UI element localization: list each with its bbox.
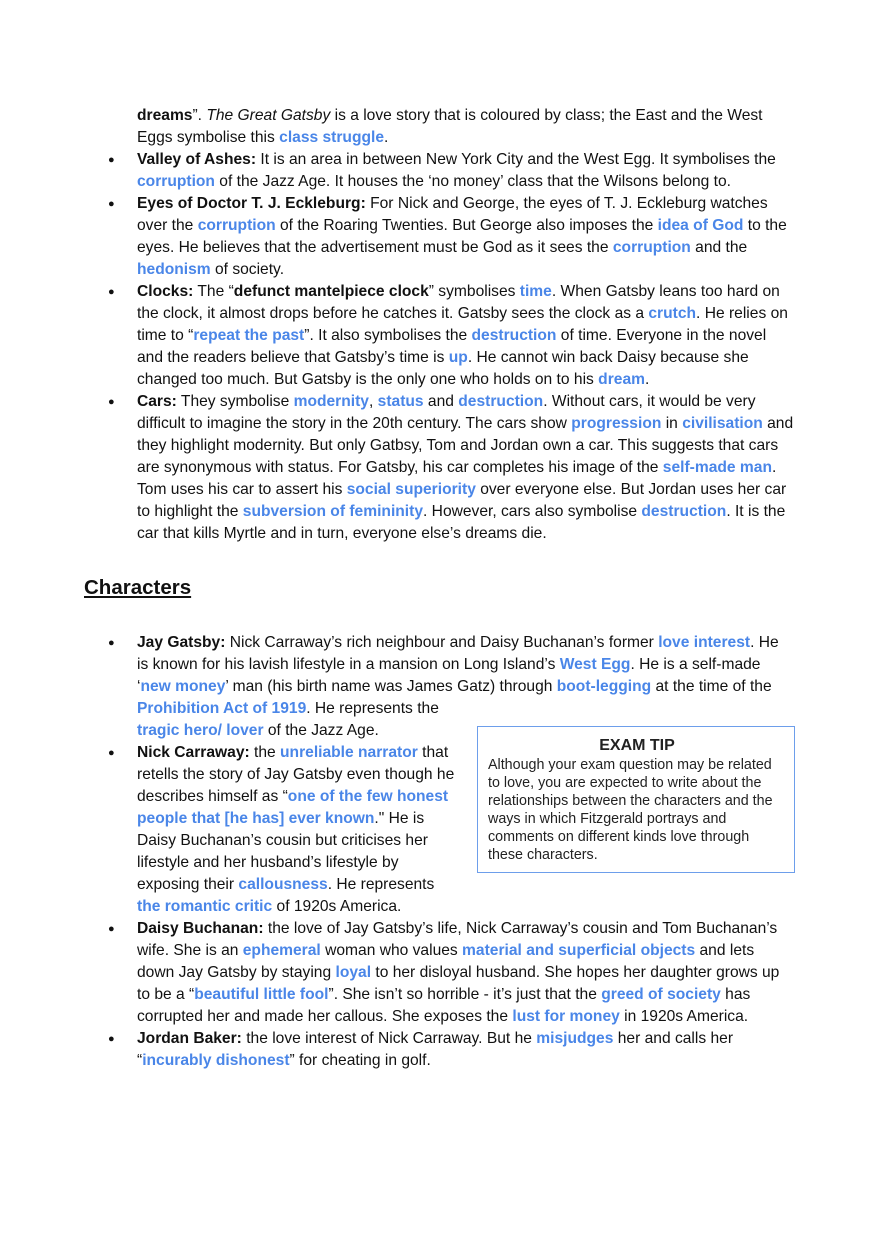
text: . Without cars, it would be very difficult to imagine the story in the 20th century. The cars show (137, 393, 756, 432)
key-term: destruction (471, 327, 557, 344)
key-term: West Egg (559, 656, 631, 673)
text: that retells the story of Jay Gatsby even though he describes himself as “ (137, 744, 455, 805)
key-term: progression (571, 415, 662, 432)
text: . (644, 371, 650, 388)
text: . (384, 129, 389, 146)
key-term: repeat the past (193, 327, 305, 344)
text: It is an area in between New York City and the West Egg. It symbolises the (256, 151, 776, 168)
symbol-list-item (137, 193, 795, 281)
key-term: crutch (648, 305, 697, 322)
text: . He represents (327, 876, 435, 893)
text: ” symbolises (428, 283, 520, 300)
text: . He represents the (306, 700, 439, 717)
text: of the Jazz Age. It houses the ‘no money’ class that the Wilsons belong to. (214, 173, 732, 190)
key-term: misjudges (536, 1030, 614, 1047)
bold-term: Clocks: (137, 283, 194, 300)
text: to the eyes. He believes that the advertisement must be God as it sees the (137, 217, 787, 256)
text: and the (690, 239, 748, 256)
text: of time. Everyone in the novel and the readers believe that Gatsby’s time is (137, 327, 767, 366)
key-term: time (519, 283, 552, 300)
text: her and calls her “ (137, 1030, 734, 1069)
text: They symbolise (176, 393, 294, 410)
bold-term: defunct mantelpiece clock (233, 283, 429, 300)
characters-heading: Characters (84, 576, 192, 599)
symbol-list-item (137, 149, 795, 193)
bold-term: Nick Carraway: (137, 744, 250, 761)
key-term: social superiority (346, 481, 476, 498)
key-term: dream (598, 371, 645, 388)
key-term: callousness (238, 876, 328, 893)
text: . He is a self-made ‘ (137, 656, 761, 695)
key-term: civilisation (682, 415, 763, 432)
key-term: love interest (658, 634, 751, 651)
key-term: hedonism (137, 261, 211, 278)
key-term: modernity (293, 393, 369, 410)
text: The “ (193, 283, 234, 300)
italic-text: The Great Gatsby (206, 107, 331, 124)
text: Nick Carraway’s rich neighbour and Daisy Buchanan’s former (225, 634, 659, 651)
symbol-list-item (137, 391, 795, 545)
text: in (661, 415, 683, 432)
key-term: unreliable narrator (280, 744, 418, 761)
text: and lets down Jay Gatsby by staying (137, 942, 755, 981)
key-term: self-made man (662, 459, 772, 476)
text: . However, cars also symbolise (423, 503, 642, 520)
character-list-item (137, 1028, 795, 1072)
key-term: loyal (335, 964, 372, 981)
key-term: beautiful little fool (194, 986, 329, 1003)
character-list-item (137, 742, 795, 918)
intro-paragraph (137, 105, 795, 149)
text: ”. It also symbolises the (304, 327, 472, 344)
bold-term: Daisy Buchanan: (137, 920, 264, 937)
text: the love of Jay Gatsby’s life, Nick Carraway’s cousin and Tom Buchanan’s wife. She is an (137, 920, 778, 959)
text: . He cannot win back Daisy because she changed too much. But Gatsby is the only one who holds on to his (137, 349, 749, 388)
text: . He is known for his lavish lifestyle in a mansion on Long Island’s (137, 634, 779, 673)
text: has corrupted her and made her callous. She exposes the (137, 986, 751, 1025)
key-term: lust for money (512, 1008, 620, 1025)
text: ." He is Daisy Buchanan’s cousin but criticises her lifestyle and her husband’s lifestyle by exposing their (137, 810, 428, 893)
key-term: up (448, 349, 468, 366)
bold-term: Valley of Ashes: (137, 151, 257, 168)
text: and they highlight modernity. But only Gatbsy, Tom and Jordan own a car. This suggests that cars are synonymous with status. For Gatsby, his car completes his image of the (137, 415, 794, 476)
bold-term: Eyes of Doctor T. J. Eckleburg: (137, 195, 366, 212)
text: to her disloyal husband. She hopes her daughter grows up to be a “ (137, 964, 780, 1003)
bold-term: Jordan Baker: (137, 1030, 242, 1047)
float-spacer (794, 632, 795, 698)
text: ’ man (his birth name was James Gatz) through (225, 678, 557, 695)
key-term: tragic hero/ lover (137, 722, 264, 739)
key-term: corruption (197, 217, 276, 234)
text: . He relies on time to “ (137, 305, 788, 344)
text: over everyone else. But Jordan uses her car to highlight the (137, 481, 787, 520)
key-term: material and superficial objects (462, 942, 696, 959)
key-term: incurably dishonest (142, 1052, 290, 1069)
text: For Nick and George, the eyes of T. J. Eckleburg watches over the (137, 195, 768, 234)
bold-term: dreams (137, 107, 193, 124)
key-term: subversion of femininity (242, 503, 424, 520)
exam-tip-title: ● EXAM TIP (599, 737, 675, 754)
text: . When Gatsby leans too hard on the clock, it almost drops before he catches it. Gatsby sees the clock as a (137, 283, 780, 322)
text: , (368, 393, 378, 410)
bold-term: Jay Gatsby: (137, 634, 226, 651)
text: ” for cheating in golf. (289, 1052, 431, 1069)
exam-tip-body: Although your exam question may be related to love, you are expected to write about the relationships between the characters and the ways in which Fitzgerald portrays and comments on different kinds love through these characters. (488, 757, 773, 863)
key-term: destruction (458, 393, 544, 410)
text: . Tom uses his car to assert his (137, 459, 777, 498)
text: and (423, 393, 459, 410)
bold-term: Cars: (137, 393, 177, 410)
text: of society. (210, 261, 285, 278)
text: woman who values (320, 942, 463, 959)
key-term: destruction (641, 503, 727, 520)
key-term: status (377, 393, 424, 410)
key-term: Prohibition Act of 1919 (137, 700, 307, 717)
text: of the Roaring Twenties. But George also imposes the (275, 217, 658, 234)
text: . It is the car that kills Myrtle and in turn, everyone else’s dreams die. (137, 503, 786, 542)
key-term: ephemeral (242, 942, 321, 959)
text: is a love story that is coloured by class; the East and the West Eggs symbolise this (137, 107, 763, 146)
key-term: idea of God (657, 217, 744, 234)
key-term: one of the few honest people that [he has] ever known (137, 788, 449, 827)
key-term: new money (140, 678, 226, 695)
symbol-list-item (137, 281, 795, 391)
text: ”. (192, 107, 207, 124)
text: the (249, 744, 281, 761)
text: of the Jazz Age. (263, 722, 379, 739)
key-term: boot-legging (556, 678, 652, 695)
text: in 1920s America. (619, 1008, 749, 1025)
character-list-item (137, 918, 795, 1028)
text: the love interest of Nick Carraway. But he (241, 1030, 537, 1047)
key-term: class struggle (279, 129, 385, 146)
characters-list (84, 632, 795, 1072)
text: of 1920s America. (272, 898, 402, 915)
text: ”. She isn’t so horrible - it’s just that the (328, 986, 602, 1003)
key-term: corruption (612, 239, 691, 256)
key-term: greed of society (601, 986, 721, 1003)
text: at the time of the (651, 678, 772, 695)
key-term: corruption (137, 173, 215, 190)
key-term: the romantic critic (137, 898, 273, 915)
symbols-list (84, 149, 795, 545)
